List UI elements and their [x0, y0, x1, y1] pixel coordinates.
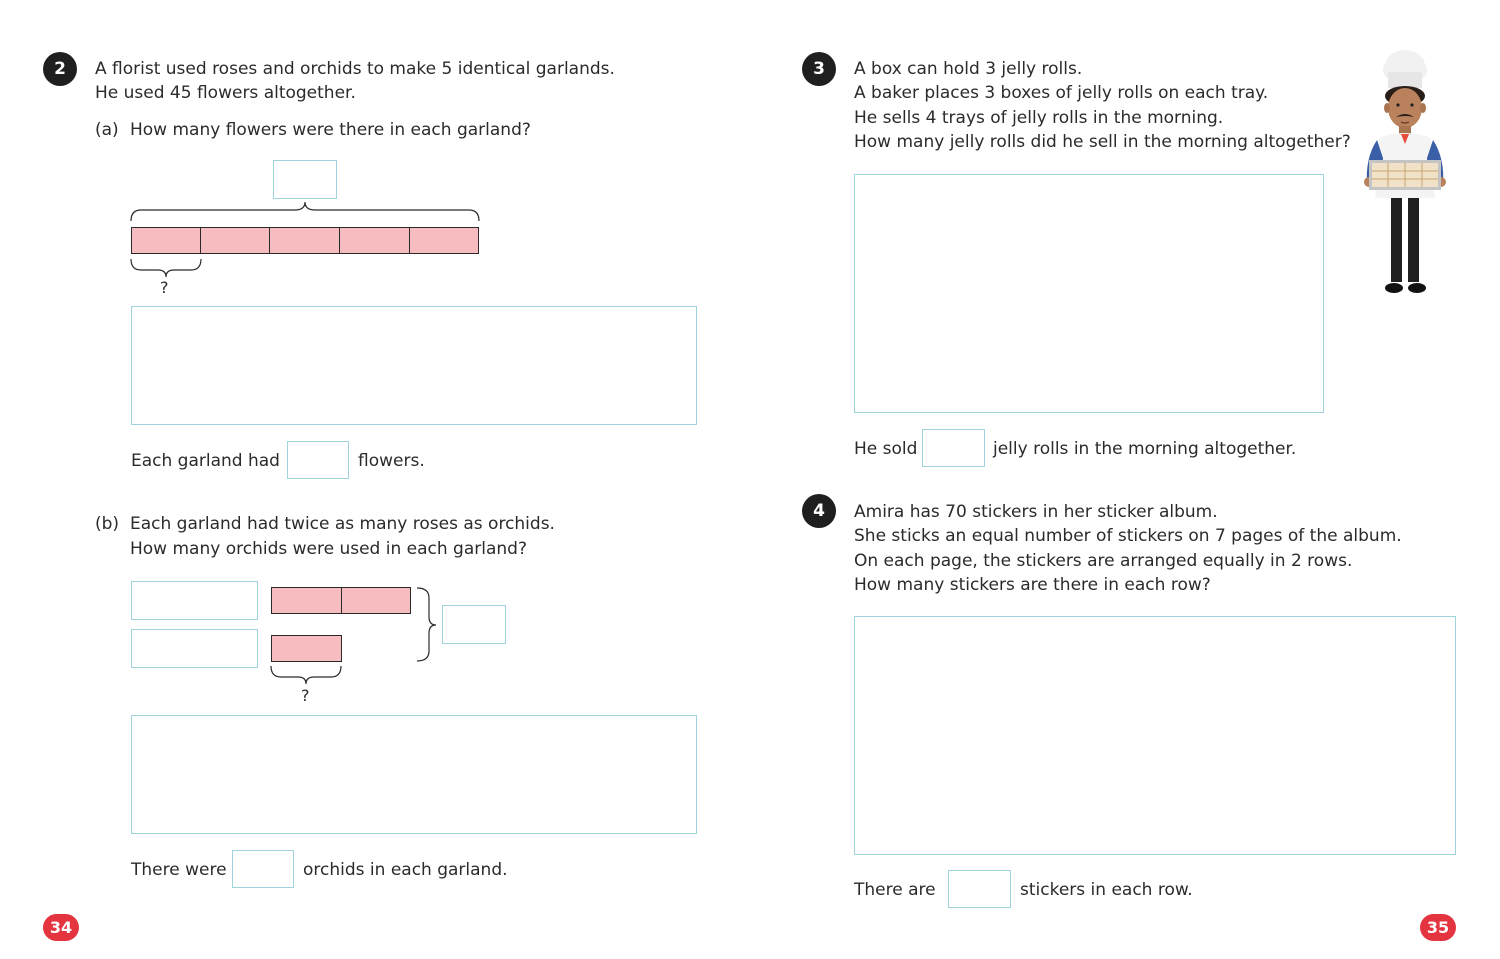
q4-working-area[interactable]: [854, 616, 1456, 855]
q3-line-1: A box can hold 3 jelly rolls.: [854, 59, 1083, 79]
question-4-number: 4: [802, 494, 836, 528]
q4-line-2: She sticks an equal number of stickers on 7 pages of the album.: [854, 526, 1402, 546]
q2b-answer-suffix: orchids in each garland.: [303, 860, 508, 880]
q2b-answer-box[interactable]: [232, 850, 294, 888]
q3-answer-suffix: jelly rolls in the morning altogether.: [993, 439, 1297, 459]
q3-answer-prefix: He sold: [854, 439, 918, 459]
question-3-number: 3: [802, 52, 836, 86]
q2b-unknown-mark: ?: [301, 686, 310, 705]
baker-illustration: [1355, 48, 1465, 298]
q2b-working-area[interactable]: [131, 715, 697, 834]
q4-line-4: How many stickers are there in each row?: [854, 575, 1211, 595]
page-number-right: 35: [1420, 914, 1456, 941]
page-number-left: 34: [43, 914, 79, 941]
q2b-answer-prefix: There were: [131, 860, 227, 880]
question-2-number: 2: [43, 52, 77, 86]
q2a-answer-suffix: flowers.: [358, 451, 425, 471]
q4-line-1: Amira has 70 stickers in her sticker album.: [854, 502, 1218, 522]
q2-line-2: He used 45 flowers altogether.: [95, 83, 356, 103]
q4-line-3: On each page, the stickers are arranged equally in 2 rows.: [854, 551, 1353, 571]
q2a-answer-prefix: Each garland had: [131, 451, 280, 471]
q2a-question: How many flowers were there in each garland?: [130, 120, 531, 140]
q4-answer-suffix: stickers in each row.: [1020, 880, 1193, 900]
q2a-label: (a): [95, 120, 119, 140]
q3-line-3: He sells 4 trays of jelly rolls in the morning.: [854, 108, 1224, 128]
q3-line-4: How many jelly rolls did he sell in the morning altogether?: [854, 132, 1351, 152]
q2b-line-1: Each garland had twice as many roses as orchids.: [130, 514, 555, 534]
q3-answer-box[interactable]: [922, 429, 985, 467]
q4-answer-box[interactable]: [948, 870, 1011, 908]
q2b-line-2: How many orchids were used in each garland?: [130, 539, 527, 559]
q3-working-area[interactable]: [854, 174, 1324, 413]
q2b-label: (b): [95, 514, 120, 534]
q3-line-2: A baker places 3 boxes of jelly rolls on each tray.: [854, 83, 1269, 103]
q2-line-1: A florist used roses and orchids to make 5 identical garlands.: [95, 59, 615, 79]
q2a-unknown-mark: ?: [160, 278, 169, 297]
q4-answer-prefix: There are: [854, 880, 936, 900]
